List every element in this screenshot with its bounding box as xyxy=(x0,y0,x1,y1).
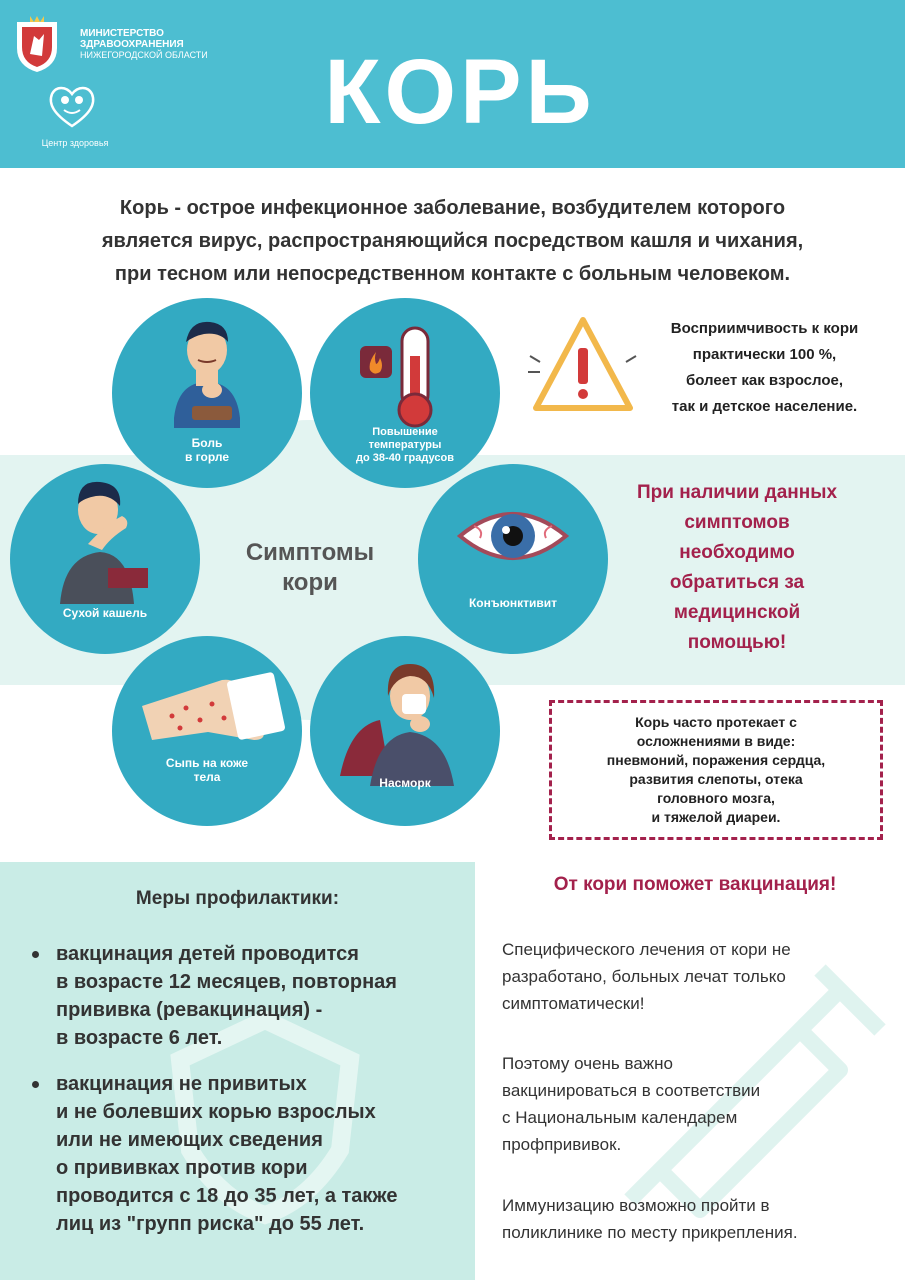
header xyxy=(0,0,905,168)
health-center-logo-icon xyxy=(44,82,100,130)
page-title: КОРЬ xyxy=(324,41,596,143)
bullet-dot xyxy=(32,1081,39,1088)
coughing-person-icon xyxy=(10,464,200,654)
ministry-name: МИНИСТЕРСТВО ЗДРАВООХРАНЕНИЯ НИЖЕГОРОДСКОЙ ОБЛАСТИ xyxy=(80,28,208,60)
warning-icon xyxy=(528,312,638,422)
coat-of-arms-icon xyxy=(12,14,62,74)
symptom-fever: Повышение температуры до 38-40 градусов xyxy=(310,298,500,488)
intro-text: Корь - острое инфекционное заболевание, возбудителем которого является вирус, распространяющийся посредством кашля и чихания, при тесном или непосредственном контакте с больным человеком. xyxy=(101,197,804,285)
prevention-title: Меры профилактики: xyxy=(135,888,340,909)
symptom-rash: Сыпь на коже тела xyxy=(112,636,302,826)
symptom-runny-nose: Насморк xyxy=(310,636,500,826)
prevention-bullet-children: вакцинация детей проводится в возрасте 12 месяцев, повторная прививка (ревакцинация) - в возрасте 6 лет. xyxy=(56,940,466,1052)
runny-nose-person-icon xyxy=(310,636,500,826)
health-center-name: Центр здоровья xyxy=(41,138,109,148)
susceptibility-note: Восприимчивость к кори практически 100 %, болеет как взрослое, так и детское население. xyxy=(670,320,859,415)
symptoms-title: Симптомы кори xyxy=(245,539,375,596)
treatment-paragraph: Специфического лечения от кори не разработано, больных лечат только симптоматически! xyxy=(502,940,791,1013)
complications-box: Корь часто протекает с осложнениями в виде: пневмоний, поражения сердца, развития слепоты, отека головного мозга, и тяжелой диареи. xyxy=(549,700,883,840)
eye-icon xyxy=(418,464,608,654)
rash-hand-icon xyxy=(112,636,302,826)
symptom-conjunctivitis: Конъюнктивит xyxy=(418,464,608,654)
symptom-sore-throat: Боль в горле xyxy=(112,298,302,488)
medical-help-advice: При наличии данных симптомов необходимо обратиться за медицинской помощью! xyxy=(636,482,838,653)
prevention-bullet-adults: вакцинация не привитых и не болевших корью взрослых или не имеющих сведения о прививках против кори проводится с 18 до 35 лет, а также лиц из "групп риска" до 55 лет. xyxy=(56,1070,466,1238)
bullet-dot xyxy=(32,951,39,958)
symptom-dry-cough: Сухой кашель xyxy=(10,464,200,654)
calendar-paragraph: Поэтому очень важно вакцинироваться в соответствии с Национальным календарем профпрививок. xyxy=(502,1054,761,1154)
clinic-paragraph: Иммунизацию возможно пройти в поликлинике по месту прикрепления. xyxy=(502,1196,798,1242)
vaccination-title: От кори поможет вакцинация! xyxy=(553,874,837,895)
